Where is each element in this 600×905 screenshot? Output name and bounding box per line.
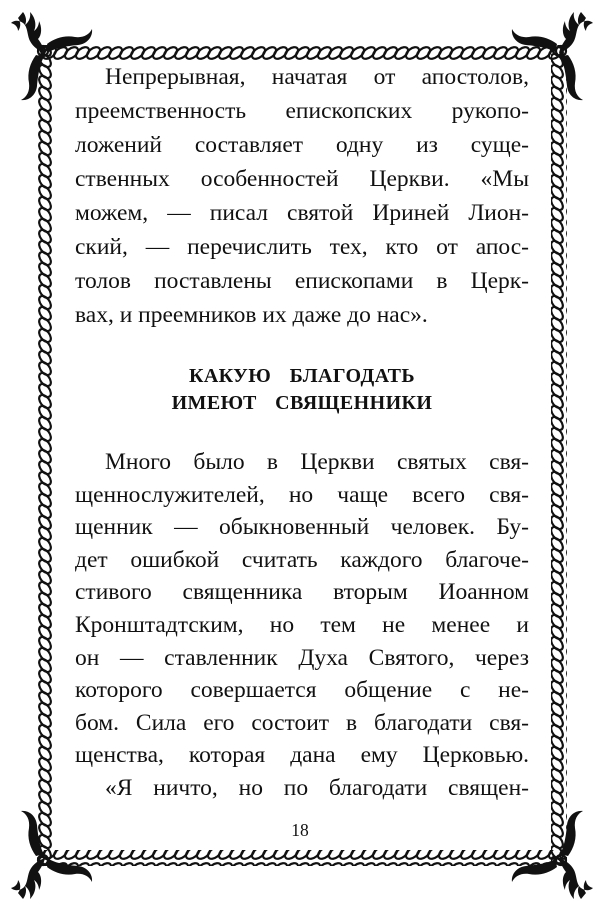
text-line: ский, — перечислить тех, кто от апос- xyxy=(75,234,529,260)
text-line: дет ошибкой считать каждого благоче- xyxy=(75,546,529,573)
paragraph-apostolic-succession xyxy=(75,60,529,332)
rope-bottom xyxy=(37,850,567,866)
text-line: бом. Сила его состоит в благодати свя- xyxy=(75,709,529,736)
page-number: 18 xyxy=(291,820,309,840)
text-line: вах, и преемников их даже до нас». xyxy=(75,302,428,328)
text-line: Кронштадтским, но тем не менее и xyxy=(75,611,529,638)
text-line: «Я ничто, но по благодати священ- xyxy=(105,774,529,801)
rope-right xyxy=(551,45,567,866)
paragraph-grace-of-priests xyxy=(75,446,529,772)
page-content xyxy=(75,60,529,805)
text-line: щенник — обыкновенный человек. Бу- xyxy=(75,514,529,541)
text-line: можем, — писал святой Ириней Лион- xyxy=(75,200,529,226)
text-line: Непрерывная, начатая от апостолов, xyxy=(105,64,529,90)
paragraph-quote-start xyxy=(75,772,529,805)
text-line: стивого священника вторым Иоанном xyxy=(75,579,529,606)
section-heading xyxy=(75,363,529,417)
text-line: преемственность епископских рукопо- xyxy=(75,98,529,124)
text-line: толов поставлены епископами в Церк- xyxy=(75,268,529,294)
rope-left xyxy=(37,45,53,866)
text-line: ственных особенностей Церкви. «Мы xyxy=(75,166,529,192)
text-line: щеннослужителей, но чаще всего свя- xyxy=(75,481,529,508)
rope-top xyxy=(37,45,567,61)
text-line: он — ставленник Духа Святого, через xyxy=(75,644,529,671)
heading-line: КАКУЮ БЛАГОДАТЬ xyxy=(188,365,416,387)
text-line: щенства, которая дана ему Церковью. xyxy=(75,742,529,769)
text-line: Много было в Церкви святых свя- xyxy=(105,449,529,475)
text-line: ложений составляет одну из суще- xyxy=(75,132,529,158)
heading-line: ИМЕЮТ СВЯЩЕННИКИ xyxy=(171,392,433,414)
text-line: которого совершается общение с не- xyxy=(75,677,529,704)
